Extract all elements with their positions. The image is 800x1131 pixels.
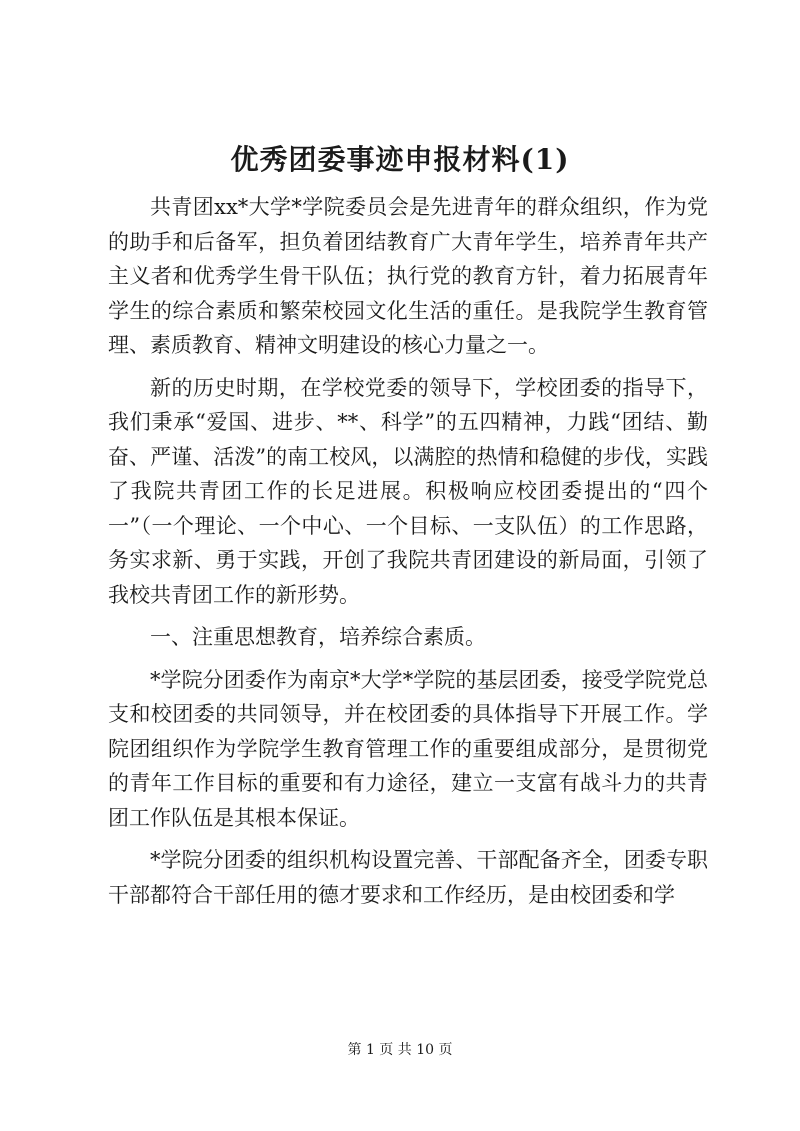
page-number: 第 1 页 共 10 页 — [347, 1042, 453, 1058]
paragraph-branch: *学院分团委作为南京*大学*学院的基层团委，接受学院党总支和校团委的共同领导，并在校团委的具体指导下开展工作。学院团组织作为学院学生教育管理工作的重要组成部分，是贯彻党的青年工作目标的重要和有力途径，建立一支富有战斗力的共青团工作队伍是其根本保证。 — [108, 667, 708, 830]
paragraph-history: 新的历史时期，在学校党委的领导下，学校团委的指导下，我们秉承“爱国、进步、**、科学”的五四精神，力践“团结、勤奋、严谨、活泼”的南工校风，以满腔的热情和稳健的步伐，实践了我院共青团工作的长足进展。积极响应校团委提出的“四个一”（一个理论、一个中心、一个目标、一支队伍）的工作思路，务实求新、勇于实践，开创了我院共青团建设的新局面，引领了我校共青团工作的新形势。 — [108, 375, 708, 607]
document-body — [108, 190, 708, 920]
document-title: 优秀团委事迹申报材料(1) — [230, 143, 570, 176]
paragraph-organization: *学院分团委的组织机构设置完善、干部配备齐全，团委专职干部都符合干部任用的德才要求和工作经历，是由校团委和学 — [108, 848, 708, 907]
paragraph-intro: 共青团xx*大学*学院委员会是先进青年的群众组织，作为党的助手和后备军，担负着团结教育广大青年学生，培养青年共产主义者和优秀学生骨干队伍；执行党的教育方针，着力拓展青年学生的综合素质和繁荣校园文化生活的重任。是我院学生教育管理、素质教育、精神文明建设的核心力量之一。 — [108, 195, 708, 357]
section-heading: 一、注重思想教育，培养综合素质。 — [150, 625, 486, 649]
